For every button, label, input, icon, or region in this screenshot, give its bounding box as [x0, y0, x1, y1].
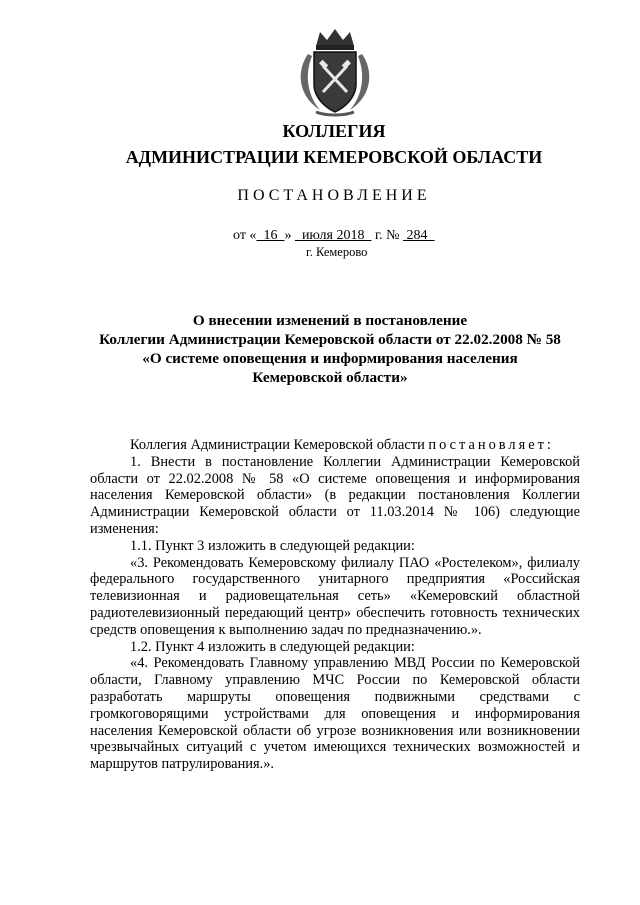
- paragraph-item-3: «3. Рекомендовать Кемеровскому филиалу ПАО «Ростелеком», филиалу федерального государственного унитарного предприятия «Российская телевизионная и радиовещательная сеть» «Кемеровский областной радиотелевизионный передающий центр» обеспечить готовность технических средств оповещения к выполнению задач по предназначению.».: [90, 554, 580, 638]
- date-line: [233, 228, 435, 244]
- date-day: 16: [263, 228, 278, 243]
- date-mid: »: [284, 228, 292, 243]
- intro-paragraph: Коллегия Администрации Кемеровской области постановляет:: [130, 437, 554, 453]
- document-title: [70, 311, 590, 387]
- org-name-line2: АДМИНИСТРАЦИИ КЕМЕРОВСКОЙ ОБЛАСТИ: [125, 147, 543, 167]
- document-type: ПОСТАНОВЛЕНИЕ: [237, 187, 431, 204]
- title-line2: Коллегии Администрации Кемеровской области от 22.02.2008 № 58: [99, 331, 561, 348]
- org-name-line1: КОЛЛЕГИЯ: [282, 121, 386, 141]
- city: г. Кемерово: [306, 245, 368, 259]
- document-number: 284: [406, 228, 428, 243]
- date-year-suffix: г. №: [374, 228, 400, 243]
- paragraph-1-2: 1.2. Пункт 4 изложить в следующей редакции:: [130, 638, 415, 655]
- document-body: [90, 437, 580, 773]
- date-prefix: от «: [233, 228, 257, 243]
- title-line4: Кемеровской области»: [252, 369, 408, 386]
- paragraph-1-1: 1.1. Пункт 3 изложить в следующей редакции:: [130, 537, 415, 554]
- title-line1: О внесении изменений в постановление: [192, 312, 468, 329]
- paragraph-item-4: «4. Рекомендовать Главному управлению МВД России по Кемеровской области, Главному управлению МЧС России по Кемеровской области разработать маршруты оповещения подвижными средствами с громкоговорящими устройствами для оповещения и информирования населения Кемеровской области об угрозе возникновения или возникновении чрезвычайных ситуаций с учетом имеющихся технических возможностей и маршрутов патрулирования.».: [90, 655, 580, 773]
- coat-of-arms-icon: [294, 26, 376, 118]
- paragraph-1: 1. Внести в постановление Коллегии Администрации Кемеровской области от 22.02.2008 № 58 «О системе оповещения и информирования населения Кемеровской области» (в редакции постановления Коллегии Администрации Кемеровской области от 11.03.2014 № 106) следующие изменения:: [90, 453, 580, 537]
- date-month-year: июля 2018: [301, 228, 365, 243]
- title-line3: «О системе оповещения и информирования населения: [142, 350, 518, 367]
